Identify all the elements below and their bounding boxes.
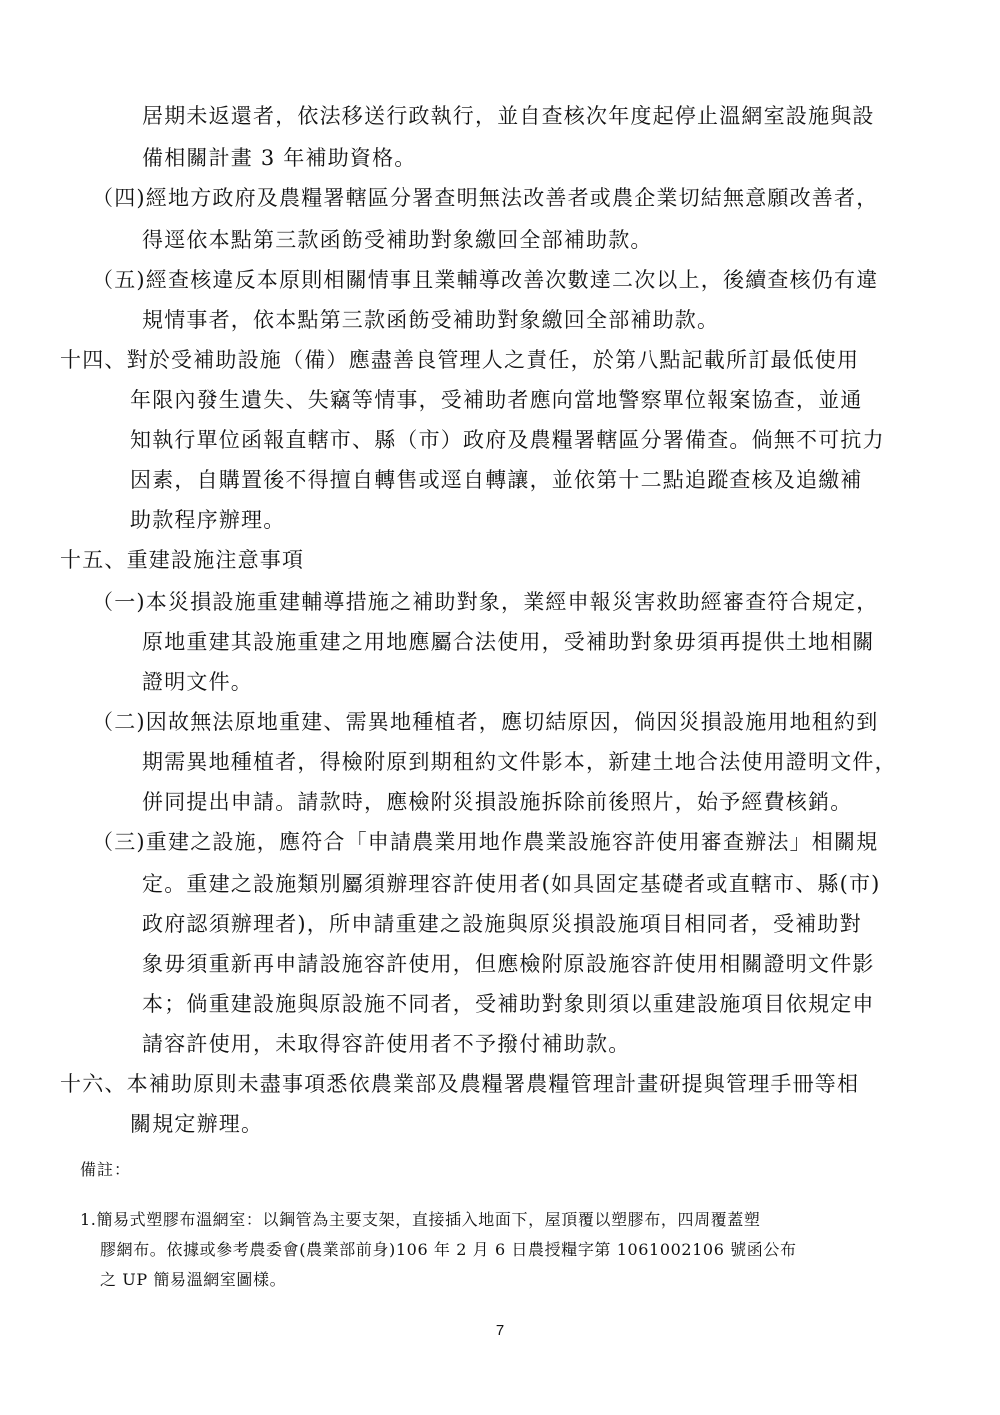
text-line: 期需異地種植者，得檢附原到期租約文件影本，新建土地合法使用證明文件，	[142, 750, 897, 774]
text-line: （二)因故無法原地重建、需異地種植者，應切結原因，倘因災損設施用地租約到	[92, 710, 879, 734]
note-line: 1.簡易式塑膠布溫網室：以鋼管為主要支架，直接插入地面下，屋頂覆以塑膠布，四周覆蓋塑	[80, 1210, 761, 1229]
page-number: 7	[495, 1322, 505, 1339]
text-line: 得逕依本點第三款函飭受補助對象繳回全部補助款。	[142, 228, 653, 252]
text-line: 因素，自購置後不得擅自轉售或逕自轉讓，並依第十二點追蹤查核及追繳補	[130, 468, 863, 492]
note-line: 膠網布。依據或參考農委會(農業部前身)106 年 2 月 6 日農授糧字第 1061002106 號函公布	[100, 1240, 797, 1259]
text-line: （三)重建之設施，應符合「申請農業用地作農業設施容許使用審查辦法」相關規	[92, 830, 879, 854]
text-line: （五)經查核違反本原則相關情事且業輔導改善次數達二次以上，後續查核仍有違	[92, 268, 879, 292]
text-line: （四)經地方政府及農糧署轄區分署查明無法改善者或農企業切結無意願改善者，	[92, 186, 879, 210]
text-line: 十四、對於受補助設施（備）應盡善良管理人之責任，於第八點記載所訂最低使用	[60, 348, 860, 372]
note-line: 之 UP 簡易溫網室圖樣。	[100, 1270, 287, 1289]
text-line: 併同提出申請。請款時，應檢附災損設施拆除前後照片，始予經費核銷。	[142, 790, 853, 814]
text-line: 證明文件。	[142, 670, 253, 694]
text-line: 助款程序辦理。	[130, 508, 286, 532]
text-line: 十五、重建設施注意事項	[60, 548, 305, 572]
text-line: 知執行單位函報直轄市、縣（市）政府及農糧署轄區分署備查。倘無不可抗力	[130, 428, 885, 452]
text-line: 象毋須重新再申請設施容許使用，但應檢附原設施容許使用相關證明文件影	[142, 952, 875, 976]
text-line: 關規定辦理。	[130, 1112, 264, 1136]
notes-title: 備註：	[80, 1160, 132, 1179]
text-line: 備相關計畫 3 年補助資格。	[142, 146, 417, 170]
text-line: 居期未返還者，依法移送行政執行，並自查核次年度起停止溫網室設施與設	[142, 104, 875, 128]
text-line: 本；倘重建設施與原設施不同者，受補助對象則須以重建設施項目依規定申	[142, 992, 875, 1016]
text-line: （一)本災損設施重建輔導措施之補助對象，業經申報災害救助經審查符合規定，	[92, 590, 879, 614]
text-line: 十六、本補助原則未盡事項悉依農業部及農糧署農糧管理計畫研提與管理手冊等相	[60, 1072, 860, 1096]
text-line: 政府認須辦理者)，所申請重建之設施與原災損設施項目相同者，受補助對	[142, 912, 862, 936]
text-line: 原地重建其設施重建之用地應屬合法使用，受補助對象毋須再提供土地相關	[142, 630, 875, 654]
text-line: 定。重建之設施類別屬須辦理容許使用者(如具固定基礎者或直轄市、縣(市)	[142, 872, 881, 896]
text-line: 年限內發生遺失、失竊等情事，受補助者應向當地警察單位報案協查，並通	[130, 388, 863, 412]
text-line: 請容許使用，未取得容許使用者不予撥付補助款。	[142, 1032, 631, 1056]
text-line: 規情事者，依本點第三款函飭受補助對象繳回全部補助款。	[142, 308, 720, 332]
